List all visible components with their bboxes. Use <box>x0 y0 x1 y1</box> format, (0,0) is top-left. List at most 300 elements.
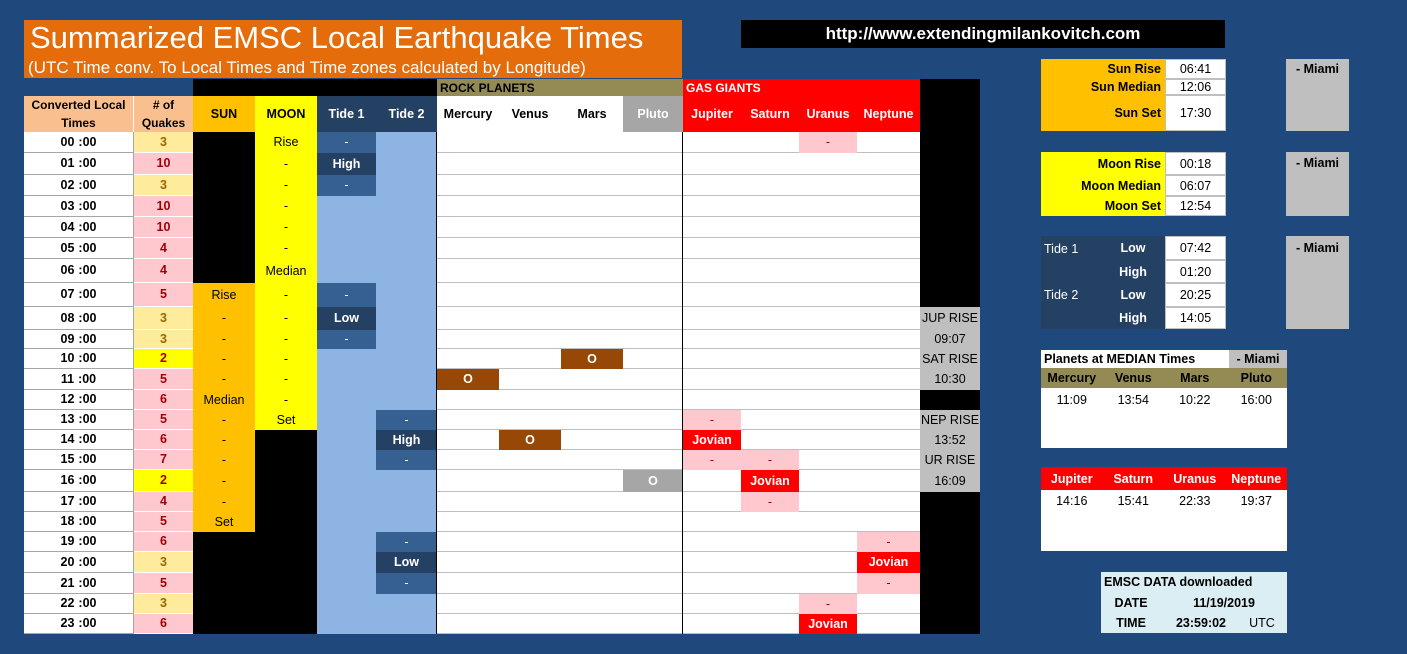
venus-cell <box>499 390 561 410</box>
venus-cell <box>499 175 561 196</box>
uranus-cell <box>799 450 857 470</box>
tide2-label: Tide 2 <box>1044 288 1079 302</box>
tide2-cell: Low <box>376 552 437 573</box>
rise-note-label: NEP RISE <box>920 410 980 430</box>
title-banner <box>24 20 682 78</box>
neptune-cell <box>857 369 920 390</box>
tide2-cell <box>376 349 437 369</box>
time-hour: 16 <box>60 473 75 488</box>
tide1-cell <box>317 430 376 450</box>
pluto-cell <box>623 594 683 614</box>
quake-count: 10 <box>134 217 193 238</box>
uranus-cell <box>799 283 857 307</box>
time-hour: 03 <box>60 198 75 213</box>
sun-values-box <box>1165 59 1226 131</box>
moon-cell: - <box>255 330 317 349</box>
jupiter-cell: - <box>683 450 741 470</box>
neptune-cell <box>857 349 920 369</box>
neptune-cell <box>857 217 920 238</box>
moon-cell: - <box>255 175 317 196</box>
mars-cell <box>561 410 623 430</box>
tide1-cell: Low <box>317 307 376 330</box>
tide1-cell <box>317 390 376 410</box>
tide2-cell <box>376 369 437 390</box>
tide2-cell: - <box>376 450 437 470</box>
tide-time: 01:20 <box>1165 260 1226 283</box>
sun-location: - Miami <box>1295 62 1340 76</box>
saturn-cell <box>741 330 799 349</box>
quake-count: 10 <box>134 153 193 175</box>
quake-count: 3 <box>134 330 193 349</box>
header-pluto: Pluto <box>623 96 683 132</box>
pluto-cell <box>623 390 683 410</box>
quake-count: 4 <box>134 492 193 512</box>
website-url: http://www.extendingmilankovitch.com <box>741 20 1225 48</box>
saturn-cell <box>741 259 799 283</box>
tide2-cell: - <box>376 573 437 594</box>
time-hour: 00 <box>60 134 75 149</box>
time-hour: 21 <box>60 575 75 590</box>
mars-cell: O <box>561 349 623 369</box>
time-minute: :00 <box>78 432 97 447</box>
pluto-cell <box>623 196 683 217</box>
tide1-cell <box>317 573 376 594</box>
quake-count: 5 <box>134 512 193 532</box>
tide1-cell <box>317 614 376 634</box>
time-hour: 02 <box>60 177 75 192</box>
pluto-cell <box>623 307 683 330</box>
neptune-cell <box>857 238 920 259</box>
mars-cell <box>561 175 623 196</box>
time-hour: 22 <box>60 596 75 611</box>
sun-label: Sun Median <box>1090 80 1161 94</box>
time-cell <box>24 369 134 390</box>
saturn-cell <box>741 614 799 634</box>
sun-cell: - <box>193 410 255 430</box>
time-hour: 06 <box>60 263 75 278</box>
sun-cell: - <box>193 307 255 330</box>
saturn-cell: - <box>741 450 799 470</box>
header-line: Converted Local <box>31 98 126 112</box>
sun-label: Sun Rise <box>1107 62 1161 76</box>
venus-cell <box>499 470 561 492</box>
rock-planet-time: 16:00 <box>1240 393 1272 407</box>
sun-cell <box>193 594 255 614</box>
saturn-cell <box>741 532 799 552</box>
neptune-cell: Jovian <box>857 552 920 573</box>
mars-cell <box>561 552 623 573</box>
sun-cell: - <box>193 470 255 492</box>
header-line: # of <box>152 98 175 112</box>
tide2-cell <box>376 175 437 196</box>
time-cell <box>24 512 134 532</box>
time-minute: :00 <box>78 616 97 631</box>
tide2-cell <box>376 132 437 153</box>
tide2-cell <box>376 217 437 238</box>
venus-cell <box>499 132 561 153</box>
rock-planet-name: Mercury <box>1047 371 1097 385</box>
rise-note-label: SAT RISE <box>920 349 980 369</box>
mercury-cell <box>437 175 499 196</box>
venus-cell <box>499 259 561 283</box>
header-line: Quakes <box>141 116 186 130</box>
tide1-cell <box>317 196 376 217</box>
mars-cell <box>561 492 623 512</box>
time-minute: :00 <box>78 494 97 509</box>
tide1-cell <box>317 594 376 614</box>
time-minute: :00 <box>78 575 97 590</box>
pluto-cell <box>623 369 683 390</box>
moon-cell: - <box>255 153 317 175</box>
tide1-label: Tide 1 <box>1044 242 1079 256</box>
jupiter-cell <box>683 594 741 614</box>
moon-time: 00:18 <box>1165 152 1226 175</box>
tide-location-box <box>1286 236 1349 329</box>
moon-label: Moon Set <box>1104 199 1161 213</box>
tide2-cell <box>376 614 437 634</box>
time-minute: :00 <box>78 596 97 611</box>
sun-times-panel <box>1041 59 1165 131</box>
mars-cell <box>561 614 623 634</box>
neptune-cell: - <box>857 532 920 552</box>
neptune-cell <box>857 390 920 410</box>
emsc-download-panel <box>1101 572 1287 633</box>
moon-cell: Median <box>255 259 317 283</box>
time-cell <box>24 594 134 614</box>
quake-count: 6 <box>134 430 193 450</box>
sun-cell <box>193 132 255 153</box>
time-hour: 04 <box>60 219 75 234</box>
sun-time: 12:06 <box>1165 79 1226 95</box>
moon-values-box <box>1165 152 1226 216</box>
tide2-cell <box>376 307 437 330</box>
moon-cell <box>255 552 317 573</box>
mercury-cell <box>437 410 499 430</box>
header-saturn: Saturn <box>741 96 799 132</box>
saturn-cell: Jovian <box>741 470 799 492</box>
uranus-cell <box>799 492 857 512</box>
tide2-cell <box>376 390 437 410</box>
pluto-cell <box>623 492 683 512</box>
saturn-cell <box>741 238 799 259</box>
quake-count: 6 <box>134 532 193 552</box>
rise-note-time: 13:52 <box>920 430 980 450</box>
mercury-cell <box>437 552 499 573</box>
time-hour: 10 <box>60 351 75 366</box>
rock-planet-time: 11:09 <box>1056 393 1087 407</box>
pluto-cell <box>623 132 683 153</box>
group-gas-giants: GAS GIANTS <box>683 79 920 96</box>
group-rock-planets: ROCK PLANETS <box>437 79 683 96</box>
quake-count: 4 <box>134 259 193 283</box>
neptune-cell <box>857 307 920 330</box>
time-cell <box>24 614 134 634</box>
uranus-cell <box>799 238 857 259</box>
moon-cell: - <box>255 217 317 238</box>
emsc-time: 23:59:02 <box>1175 616 1227 630</box>
neptune-cell <box>857 512 920 532</box>
tide1-cell <box>317 369 376 390</box>
tide1-cell: High <box>317 153 376 175</box>
gas-planet-name: Jupiter <box>1050 471 1093 486</box>
venus-cell <box>499 330 561 349</box>
time-hour: 23 <box>60 616 75 631</box>
time-cell <box>24 450 134 470</box>
tide-values-box <box>1165 236 1226 329</box>
rise-note-time: 16:09 <box>920 470 980 492</box>
venus-cell <box>499 349 561 369</box>
tide2-cell <box>376 196 437 217</box>
mercury-cell <box>437 259 499 283</box>
pluto-cell <box>623 238 683 259</box>
emsc-date-label: DATE <box>1114 596 1148 610</box>
time-hour: 17 <box>60 494 75 509</box>
header-tide2: Tide 2 <box>376 96 437 132</box>
moon-cell <box>255 450 317 470</box>
time-hour: 05 <box>60 240 75 255</box>
rise-note-time: 09:07 <box>920 330 980 349</box>
jupiter-cell <box>683 238 741 259</box>
time-minute: :00 <box>78 371 97 386</box>
header-sun: SUN <box>193 96 255 132</box>
time-cell <box>24 410 134 430</box>
time-minute: :00 <box>78 287 97 302</box>
saturn-cell <box>741 594 799 614</box>
tide1-cell: - <box>317 175 376 196</box>
uranus-cell <box>799 153 857 175</box>
sun-cell <box>193 217 255 238</box>
pluto-cell <box>623 552 683 573</box>
notes-header-blank <box>920 79 980 132</box>
moon-time: 12:54 <box>1165 196 1226 216</box>
group-divider <box>436 132 437 634</box>
moon-cell: - <box>255 349 317 369</box>
tide2-cell <box>376 492 437 512</box>
header-neptune: Neptune <box>857 96 920 132</box>
time-minute: :00 <box>78 331 97 346</box>
tide-time: 20:25 <box>1165 283 1226 307</box>
moon-times-panel <box>1041 152 1165 216</box>
pluto-cell <box>623 532 683 552</box>
quake-count: 3 <box>134 132 193 153</box>
moon-location: - Miami <box>1295 156 1340 170</box>
saturn-cell <box>741 175 799 196</box>
time-hour: 09 <box>60 331 75 346</box>
time-minute: :00 <box>78 134 97 149</box>
time-hour: 19 <box>60 534 75 549</box>
time-hour: 14 <box>60 432 75 447</box>
header-tide1: Tide 1 <box>317 96 376 132</box>
time-cell <box>24 573 134 594</box>
header-num-quakes <box>134 96 193 132</box>
neptune-cell <box>857 283 920 307</box>
time-hour: 12 <box>60 392 75 407</box>
jupiter-cell <box>683 492 741 512</box>
group-header-blank <box>193 79 437 96</box>
time-minute: :00 <box>78 219 97 234</box>
tide2-cell <box>376 512 437 532</box>
quake-count: 2 <box>134 349 193 369</box>
tide2-cell <box>376 470 437 492</box>
moon-cell: - <box>255 283 317 307</box>
gas-planet-name: Uranus <box>1173 471 1217 486</box>
mercury-cell <box>437 349 499 369</box>
sun-label: Sun Set <box>1114 106 1161 120</box>
moon-cell: - <box>255 196 317 217</box>
rock-planet-name: Mars <box>1180 371 1210 385</box>
time-hour: 15 <box>60 452 75 467</box>
tide1-cell: - <box>317 132 376 153</box>
venus-cell <box>499 217 561 238</box>
moon-cell: Set <box>255 410 317 430</box>
moon-label: Moon Median <box>1081 178 1161 193</box>
jupiter-cell <box>683 217 741 238</box>
venus-cell <box>499 594 561 614</box>
tide2-cell <box>376 330 437 349</box>
sun-cell <box>193 175 255 196</box>
tide1-cell <box>317 217 376 238</box>
time-cell <box>24 430 134 450</box>
quake-count: 5 <box>134 410 193 430</box>
quake-count: 3 <box>134 307 193 330</box>
mercury-cell <box>437 614 499 634</box>
neptune-cell: - <box>857 573 920 594</box>
gas-planet-time: 19:37 <box>1240 494 1272 508</box>
jupiter-cell <box>683 307 741 330</box>
mercury-cell <box>437 196 499 217</box>
page-subtitle: (UTC Time conv. To Local Times and Time zones calculated by Longitude) <box>28 58 586 77</box>
tide-kind: High <box>1119 311 1147 325</box>
mercury-cell <box>437 532 499 552</box>
venus-cell <box>499 552 561 573</box>
pluto-cell <box>623 450 683 470</box>
moon-cell: - <box>255 369 317 390</box>
quake-count: 6 <box>134 390 193 410</box>
quake-count: 10 <box>134 196 193 217</box>
rock-median-names <box>1041 368 1287 388</box>
neptune-cell <box>857 132 920 153</box>
mars-cell <box>561 132 623 153</box>
time-minute: :00 <box>78 452 97 467</box>
tide2-cell <box>376 153 437 175</box>
jupiter-cell <box>683 390 741 410</box>
tide2-cell <box>376 259 437 283</box>
sun-cell: - <box>193 349 255 369</box>
pluto-cell <box>623 512 683 532</box>
venus-cell <box>499 238 561 259</box>
saturn-cell: - <box>741 492 799 512</box>
mercury-cell <box>437 153 499 175</box>
jupiter-cell <box>683 512 741 532</box>
mercury-cell <box>437 470 499 492</box>
pluto-cell <box>623 573 683 594</box>
gas-planet-time: 22:33 <box>1179 494 1211 508</box>
time-hour: 20 <box>60 554 75 569</box>
mercury-cell <box>437 217 499 238</box>
sun-cell: - <box>193 450 255 470</box>
venus-cell <box>499 512 561 532</box>
moon-location-box <box>1286 152 1349 216</box>
uranus-cell <box>799 369 857 390</box>
tide2-cell <box>376 238 437 259</box>
sun-time: 17:30 <box>1165 95 1226 131</box>
mars-cell <box>561 153 623 175</box>
sun-cell: - <box>193 430 255 450</box>
jupiter-cell: Jovian <box>683 430 741 450</box>
mars-cell <box>561 512 623 532</box>
mars-cell <box>561 217 623 238</box>
venus-cell <box>499 614 561 634</box>
time-cell <box>24 217 134 238</box>
uranus-cell: - <box>799 132 857 153</box>
jupiter-cell <box>683 283 741 307</box>
neptune-cell <box>857 330 920 349</box>
rock-planet-time: 10:22 <box>1179 393 1211 407</box>
tide1-cell <box>317 512 376 532</box>
mars-cell <box>561 470 623 492</box>
time-cell <box>24 153 134 175</box>
venus-cell: O <box>499 430 561 450</box>
tide1-cell <box>317 450 376 470</box>
tide-kind: Low <box>1120 241 1146 255</box>
header-uranus: Uranus <box>799 96 857 132</box>
pluto-cell <box>623 283 683 307</box>
header-mars: Mars <box>561 96 623 132</box>
quake-count: 6 <box>134 614 193 634</box>
moon-cell: - <box>255 238 317 259</box>
time-minute: :00 <box>78 534 97 549</box>
neptune-cell <box>857 153 920 175</box>
uranus-cell <box>799 307 857 330</box>
moon-cell <box>255 573 317 594</box>
uranus-cell <box>799 552 857 573</box>
mars-cell <box>561 330 623 349</box>
rock-planet-time: 13:54 <box>1117 393 1149 407</box>
moon-cell <box>255 470 317 492</box>
mars-cell <box>561 430 623 450</box>
tide1-cell <box>317 238 376 259</box>
uranus-cell <box>799 175 857 196</box>
quake-count: 3 <box>134 552 193 573</box>
time-cell <box>24 283 134 307</box>
sun-cell: Median <box>193 390 255 410</box>
sun-cell <box>193 532 255 552</box>
mercury-cell <box>437 238 499 259</box>
uranus-cell <box>799 532 857 552</box>
jupiter-cell <box>683 175 741 196</box>
moon-cell <box>255 532 317 552</box>
jupiter-cell <box>683 259 741 283</box>
pluto-cell <box>623 175 683 196</box>
mars-cell <box>561 259 623 283</box>
moon-cell: Rise <box>255 132 317 153</box>
sun-cell <box>193 196 255 217</box>
venus-cell <box>499 492 561 512</box>
time-minute: :00 <box>78 412 97 427</box>
tide-time: 14:05 <box>1165 307 1226 329</box>
mercury-cell <box>437 594 499 614</box>
uranus-cell <box>799 330 857 349</box>
rock-median-location: - Miami <box>1229 350 1287 368</box>
pluto-cell <box>623 349 683 369</box>
neptune-cell <box>857 594 920 614</box>
pluto-cell <box>623 330 683 349</box>
jupiter-cell <box>683 153 741 175</box>
uranus-cell <box>799 196 857 217</box>
mars-cell <box>561 390 623 410</box>
neptune-cell <box>857 492 920 512</box>
neptune-cell <box>857 259 920 283</box>
